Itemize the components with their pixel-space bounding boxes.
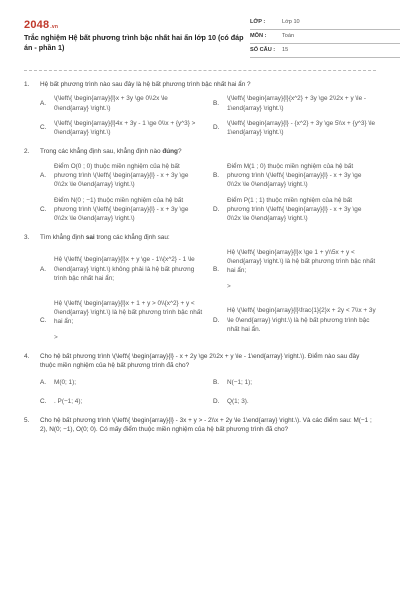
option-b[interactable] (213, 162, 376, 190)
question-number: 4. (24, 352, 30, 360)
option-letter: A. (40, 265, 47, 273)
option-text-body: Hệ \(\left\{ \begin{array}{l}\frac{1}{2}x + 2y < 7\\x + 3y \le 0\end{array} \right.\) là hệ bất phương trình bậc nhất hai ẩn. (227, 307, 376, 333)
option-letter: B. (213, 265, 220, 273)
meta-label: SỐ CÂU : (250, 47, 276, 54)
option-text: Q(1; 3). (227, 397, 249, 405)
question-text-emphasis: đúng (162, 148, 178, 156)
question-text: Cho hệ bất phương trình \(\left\{ \begin{array}{l} - x + 2y \ge 2\\2x + y \le - 1\end{array} \right.\). Điểm nào sau đây thuộc miền nghiệm của hệ bất phương trình đã cho? (40, 352, 360, 370)
option-text (54, 255, 203, 283)
option-d[interactable] (213, 196, 376, 224)
options (40, 248, 376, 342)
option-caret: > (54, 333, 58, 341)
question-stem (24, 352, 376, 371)
option-letter: C. (40, 205, 47, 213)
question-text-part: ? (177, 148, 182, 156)
option-letter: A. (40, 379, 47, 387)
question-text-part: Trong các khẳng định sau, khẳng định nào (40, 148, 163, 156)
options (40, 162, 376, 224)
option-text (227, 306, 376, 334)
option-letter: A. (40, 171, 47, 179)
meta-value: Lớp 10 (282, 19, 300, 26)
option-letter: A. (40, 99, 47, 107)
option-letter: B. (213, 171, 220, 179)
options (40, 94, 376, 137)
meta-label: LỚP : (250, 19, 266, 26)
question-stem (24, 233, 376, 242)
question-text: Cho hệ bất phương trình \(\left\{ \begin{array}{l} - 3x + y > - 2\\x + 2y \le 1\end{array} \right.\). Và các điểm sau: M(−1 ; 2), N(0; −1), O(0; 0). Có mấy điểm thuộc miền nghiệm của hệ bất phương trình đã cho? (40, 417, 372, 434)
question-1 (24, 80, 376, 137)
option-text: \(\left\{ \begin{array}{l}x + 3y \ge 0\\2x \le 0\end{array} \right.\) (54, 95, 168, 112)
question-stem (24, 416, 376, 435)
option-letter: C. (40, 124, 47, 132)
option-a[interactable] (40, 248, 203, 291)
question-4 (24, 352, 376, 406)
option-letter: B. (213, 379, 220, 387)
meta-value: 15 (282, 47, 289, 54)
option-caret: > (227, 282, 231, 290)
question-2 (24, 147, 376, 223)
question-text-part: trong các khẳng định sau: (94, 234, 170, 242)
option-letter: B. (213, 99, 220, 107)
header-divider (24, 70, 376, 71)
option-letter: D. (213, 205, 220, 213)
option-text: Điểm N(0 ; −1) thuộc miền nghiệm của hệ bất phương trình \(\left\{ \begin{array}{l} - x + 3y \ge 0\\2x \le 0\end{array} \right.\) (54, 196, 189, 223)
meta-value: Toán (282, 33, 295, 40)
question-text (40, 233, 376, 242)
option-letter: C. (40, 397, 47, 405)
question-text (40, 147, 376, 156)
option-text-body: Hệ \(\left\{ \begin{array}{l}x + 1 + y > 0\\{x^2} + y < 0\end{array} \right.\) là hệ bất phương trình bậc nhất hai ẩn; (54, 299, 203, 326)
option-letter: C. (40, 316, 47, 324)
option-letter: D. (213, 316, 220, 324)
meta-row-class (250, 16, 400, 30)
option-text (227, 248, 376, 291)
option-c[interactable] (40, 196, 203, 224)
option-text-body: Hệ \(\left\{ \begin{array}{l}x + y \ge - 1\\{x^2} - 1 \le 0\end{array} \right.\) không phải là hệ bất phương trình bậc nhất hai ẩn; (54, 256, 195, 282)
question-5 (24, 416, 376, 435)
option-text: M(0; 1); (54, 379, 77, 387)
question-list (24, 80, 376, 445)
option-a[interactable] (40, 162, 203, 190)
option-text: Điểm M(1 ; 0) thuộc miền nghiệm của hệ bất phương trình \(\left\{ \begin{array}{l} - x + 3y \ge 0\\2x \le 0\end{array} \right.\) (227, 162, 362, 189)
meta-row-subject (250, 30, 400, 44)
option-letter: D. (213, 397, 220, 405)
option-b[interactable] (213, 94, 376, 113)
meta-label: MÔN : (250, 33, 267, 40)
question-stem (24, 147, 376, 156)
option-b[interactable] (213, 248, 376, 291)
option-letter: D. (213, 124, 220, 132)
option-text (54, 299, 203, 342)
option-b[interactable] (213, 378, 376, 387)
question-text-emphasis: sai (85, 234, 95, 242)
question-number: 2. (24, 148, 30, 156)
question-stem (24, 80, 376, 89)
option-text-body: Hệ \(\left\{ \begin{array}{l}x \ge 1 + y\\5x + y < 0\end{array} \right.\) là hệ bất phương trình bậc nhất hai ẩn; (227, 248, 376, 275)
logo-suffix: .vn (50, 24, 59, 30)
document-title: Trắc nghiệm Hệ bất phương trình bậc nhất hai ẩn lớp 10 (có đáp án - phần 1) (24, 33, 244, 52)
meta-row-count (250, 44, 400, 58)
option-c[interactable] (40, 299, 203, 342)
option-text: Điểm P(1 ; 1) thuộc miền nghiệm của hệ bất phương trình \(\left\{ \begin{array}{l} - x + 3y \ge 0\\2x \le 0\end{array} \right.\) (227, 196, 362, 223)
option-text: . P(−1; 4); (54, 397, 83, 405)
option-c[interactable] (40, 397, 203, 406)
option-text: N(−1; 1); (227, 379, 253, 387)
question-number: 3. (24, 234, 30, 242)
question-text-part: Tìm khẳng định (40, 234, 86, 242)
question-3 (24, 233, 376, 342)
option-text: Điểm O(0 ; 0) thuộc miền nghiệm của hệ bất phương trình \(\left\{ \begin{array}{l} - x + 3y \ge 0\\2x \le 0\end{array} \right.\) (54, 162, 189, 189)
option-a[interactable] (40, 378, 203, 387)
option-a[interactable] (40, 94, 203, 113)
question-number: 1. (24, 81, 30, 88)
option-text: \(\left\{ \begin{array}{l}{x^2} + 3y \ge 2\\2x + y \le - 1\end{array} \right.\) (227, 95, 367, 112)
question-text: Hệ bất phương trình nào sau đây là hệ bất phương trình bậc nhất hai ẩn ? (40, 81, 251, 88)
option-c[interactable] (40, 119, 203, 138)
option-d[interactable] (213, 397, 376, 406)
options (40, 378, 376, 406)
site-logo[interactable] (24, 18, 58, 34)
option-d[interactable] (213, 119, 376, 138)
option-text: \(\left\{ \begin{array}{l} - {x^2} + 3y \ge 5\\x + {y^3} \le 1\end{array} \right.\) (227, 119, 376, 137)
meta-table (250, 16, 400, 58)
logo-text: 2048 (24, 19, 50, 31)
question-number: 5. (24, 417, 30, 425)
header (24, 16, 376, 68)
option-text: \(\left\{ \begin{array}{l}4x + 3y - 1 \ge 0\\x + {y^3} > 0\end{array} \right.\) (54, 119, 196, 137)
option-d[interactable] (213, 299, 376, 342)
